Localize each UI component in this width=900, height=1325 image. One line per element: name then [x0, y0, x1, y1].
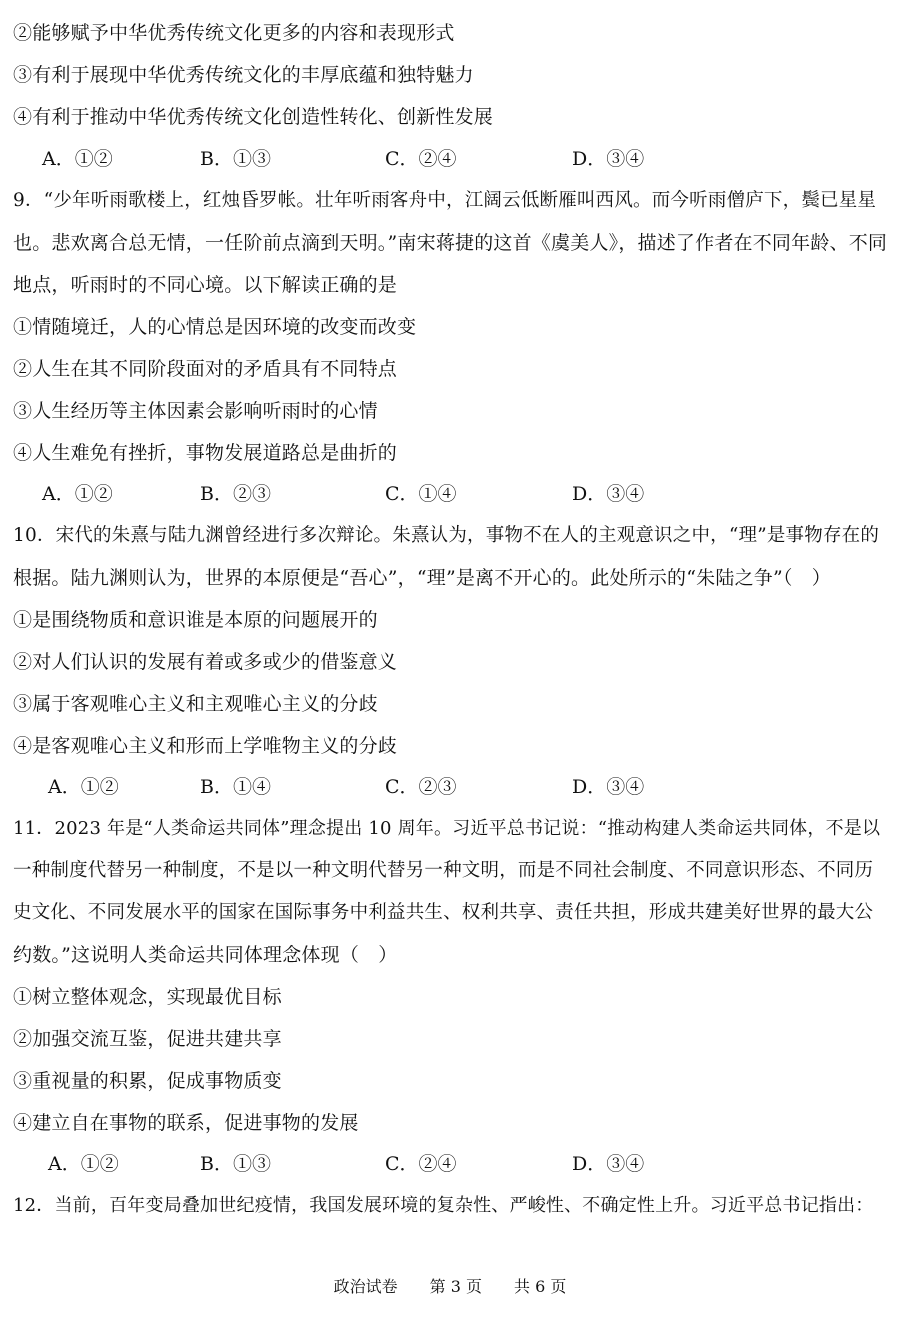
q11-statement-4: ④建立自在事物的联系，促进事物的发展	[13, 1112, 359, 1134]
q11-option-a[interactable]: A．①②	[48, 1153, 119, 1175]
q11-stem-line: 史文化、不同发展水平的国家在国际事务中利益共生、权利共享、责任共担，形成共建美好世界的最大公	[13, 902, 874, 923]
q8-option-d[interactable]: D．③④	[572, 148, 645, 170]
q9-option-b[interactable]: B．②③	[200, 483, 271, 505]
q10-statement-2: ②对人们认识的发展有着或多或少的借鉴意义	[13, 651, 398, 673]
q10-statement-1: ①是围绕物质和意识谁是本原的问题展开的	[13, 609, 378, 631]
q11-option-c[interactable]: C．②④	[385, 1153, 457, 1175]
q11-stem-line: 约数。”这说明人类命运共同体理念体现（ ）	[13, 944, 398, 966]
q9-option-a[interactable]: A．①②	[42, 483, 113, 505]
q11-stem-line: 11．2023 年是“人类命运共同体”理念提出 10 周年。习近平总书记说：“推动构建人类命运共同体，不是以	[13, 818, 881, 839]
q9-stem-line: 9．“少年听雨歌楼上，红烛昏罗帐。壮年听雨客舟中，江阔云低断雁叫西风。而今听雨僧庐下，鬓已星星	[13, 190, 877, 211]
q9-statement-3: ③人生经历等主体因素会影响听雨时的心情	[13, 400, 378, 422]
q11-option-d[interactable]: D．③④	[572, 1153, 645, 1175]
q11-statement-3: ③重视量的积累，促成事物质变	[13, 1070, 282, 1092]
q8-statement-4: ④有利于推动中华优秀传统文化创造性转化、创新性发展	[13, 106, 494, 128]
q9-statement-2: ②人生在其不同阶段面对的矛盾具有不同特点	[13, 358, 398, 380]
q10-statement-4: ④是客观唯心主义和形而上学唯物主义的分歧	[13, 735, 398, 757]
q9-option-d[interactable]: D．③④	[572, 483, 645, 505]
q8-option-c[interactable]: C．②④	[385, 148, 457, 170]
q10-option-b[interactable]: B．①④	[200, 776, 271, 798]
q10-option-a[interactable]: A．①②	[48, 776, 119, 798]
q11-option-b[interactable]: B．①③	[200, 1153, 271, 1175]
q8-option-a[interactable]: A．①②	[42, 148, 113, 170]
q8-statement-2: ②能够赋予中华优秀传统文化更多的内容和表现形式	[13, 22, 455, 44]
q9-statement-4: ④人生难免有挫折，事物发展道路总是曲折的	[13, 442, 398, 464]
q9-option-c[interactable]: C．①④	[385, 483, 457, 505]
q10-statement-3: ③属于客观唯心主义和主观唯心主义的分歧	[13, 693, 378, 715]
q11-statement-1: ①树立整体观念，实现最优目标	[13, 986, 282, 1008]
page-footer: 政治试卷 第 3 页 共 6 页	[333, 1277, 567, 1296]
q11-stem-line: 一种制度代替另一种制度，不是以一种文明代替另一种文明，而是不同社会制度、不同意识形态、不同历	[13, 860, 874, 881]
q9-stem-line: 地点，听雨时的不同心境。以下解读正确的是	[13, 274, 398, 296]
q9-statement-1: ①情随境迁，人的心情总是因环境的改变而改变	[13, 316, 417, 338]
q10-option-c[interactable]: C．②③	[385, 776, 457, 798]
q8-statement-3: ③有利于展现中华优秀传统文化的丰厚底蕴和独特魅力	[13, 64, 474, 86]
q9-stem-line: 也。悲欢离合总无情，一任阶前点滴到天明。”南宋蒋捷的这首《虞美人》，描述了作者在不同年龄、不同	[13, 232, 888, 254]
q11-statement-2: ②加强交流互鉴，促进共建共享	[13, 1028, 282, 1050]
q10-stem-line: 根据。陆九渊则认为，世界的本原便是“吾心”，“理”是离不开心的。此处所示的“朱陆之争”（ ）	[13, 567, 831, 589]
q10-option-d[interactable]: D．③④	[572, 776, 645, 798]
q12-stem-line: 12．当前，百年变局叠加世纪疫情，我国发展环境的复杂性、严峻性、不确定性上升。习近平总书记指出：	[13, 1195, 874, 1216]
q10-stem-line: 10．宋代的朱熹与陆九渊曾经进行多次辩论。朱熹认为，事物不在人的主观意识之中，“理”是事物存在的	[13, 525, 880, 546]
q8-option-b[interactable]: B．①③	[200, 148, 271, 170]
